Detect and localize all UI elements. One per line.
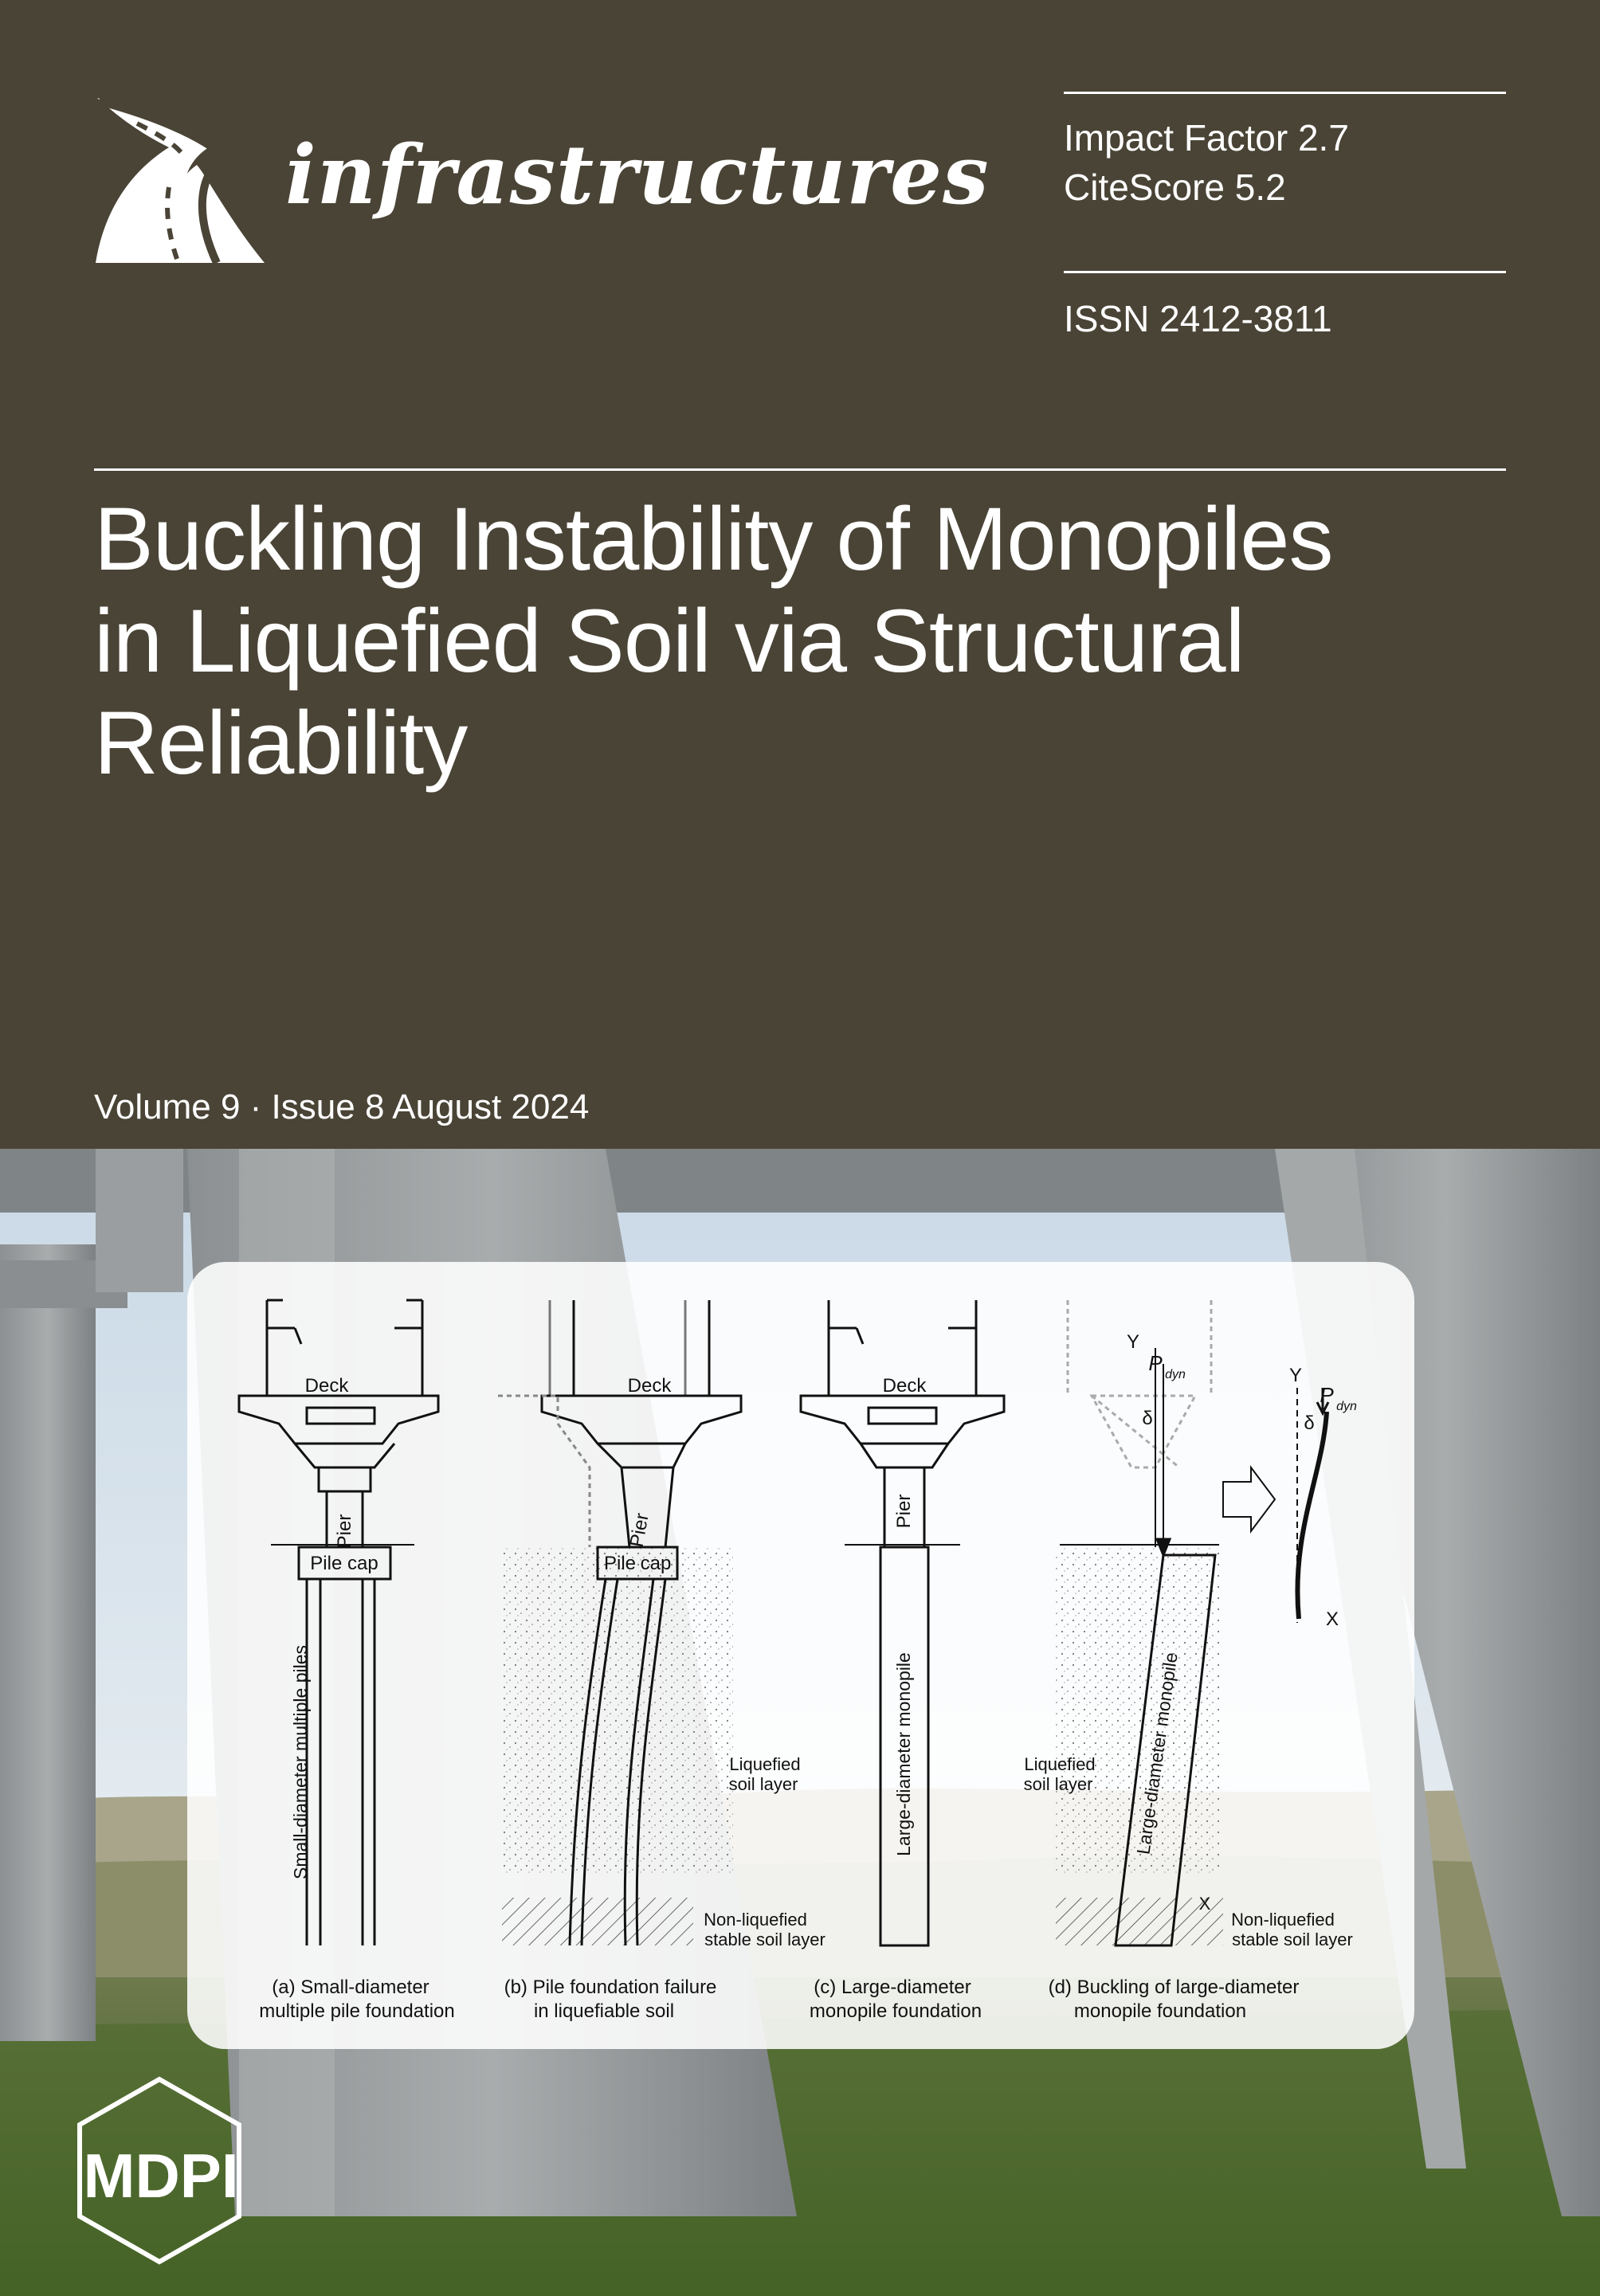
impact-factor: Impact Factor 2.7 [1064, 117, 1349, 159]
caption-b-line1: (b) Pile foundation failure [504, 1977, 717, 1998]
publisher-name: MDPI [83, 2141, 239, 2211]
label-dyn-inset: dyn [1336, 1400, 1357, 1413]
label-liquefied-b-1: Liquefied [729, 1754, 801, 1774]
label-liquefied-b-2: soil layer [728, 1774, 798, 1794]
bridge-scene [0, 1149, 1600, 2296]
label-nonliquefied-b-1: Non-liquefied [704, 1910, 807, 1930]
cover-photo [0, 1149, 1600, 2296]
label-y-d: Y [1126, 1331, 1140, 1353]
divider-title [94, 468, 1506, 471]
label-deck-c: Deck [882, 1375, 927, 1397]
caption-d-line1: (d) Buckling of large-diameter [1048, 1977, 1300, 1998]
article-title-line-1: Buckling Instability of Monopiles [94, 489, 1333, 589]
label-nonliquefied-b-2: stable soil layer [704, 1930, 825, 1949]
issn: ISSN 2412-3811 [1064, 298, 1332, 339]
label-p-inset: P [1320, 1383, 1334, 1407]
label-pier-c: Pier [893, 1494, 915, 1529]
article-title-line-2: in Liquefied Soil via Structural [94, 591, 1245, 691]
label-nonliquefied-d-2: stable soil layer [1232, 1930, 1353, 1949]
label-pile-cap-a: Pile cap [310, 1553, 378, 1574]
label-nonliquefied-d-1: Non-liquefied [1231, 1910, 1335, 1930]
label-pier-a: Pier [334, 1514, 355, 1549]
caption-c-line2: monopile foundation [809, 2000, 982, 2022]
label-dyn-d: dyn [1165, 1368, 1186, 1381]
label-pier-b: Pier [625, 1511, 653, 1550]
label-cap-b: cap [640, 1553, 672, 1574]
label-y-inset: Y [1288, 1365, 1303, 1386]
article-title-line-3: Reliability [94, 693, 468, 793]
label-delta-inset: δ [1304, 1412, 1315, 1434]
road-logo-icon [89, 92, 273, 267]
caption-d-line2: monopile foundation [1073, 2000, 1247, 2022]
label-deck-a: Deck [304, 1375, 349, 1397]
label-liquefied-d-1: Liquefied [1024, 1754, 1096, 1774]
label-delta-d: δ [1142, 1408, 1153, 1429]
journal-name: infrastructures [285, 127, 990, 223]
label-deck-b: Deck [627, 1375, 672, 1397]
label-pile-b: Pile [603, 1553, 637, 1574]
label-liquefied-d-2: soil layer [1023, 1774, 1093, 1794]
issue-info: Volume 9 · Issue 8 August 2024 [94, 1087, 590, 1126]
label-x-d: X [1198, 1894, 1211, 1914]
label-large-monopile-d: Large-diameter monopile [1132, 1651, 1182, 1856]
caption-a-line2: multiple pile foundation [259, 2000, 455, 2022]
label-p-d: P [1148, 1351, 1163, 1375]
label-x-inset: X [1325, 1608, 1339, 1630]
label-small-piles: Small-diameter multiple piles [290, 1645, 311, 1879]
caption-b-line2: in liquefiable soil [533, 2000, 675, 2022]
caption-c-line1: (c) Large-diameter [814, 1977, 971, 1998]
panel-b-pile-failure [498, 1300, 741, 1945]
divider-mid-right [1064, 271, 1506, 273]
citescore: CiteScore 5.2 [1064, 167, 1286, 208]
caption-a-line1: (a) Small-diameter [272, 1977, 429, 1998]
divider-top-right [1064, 92, 1506, 94]
label-large-monopile-c: Large-diameter monopile [893, 1652, 914, 1856]
